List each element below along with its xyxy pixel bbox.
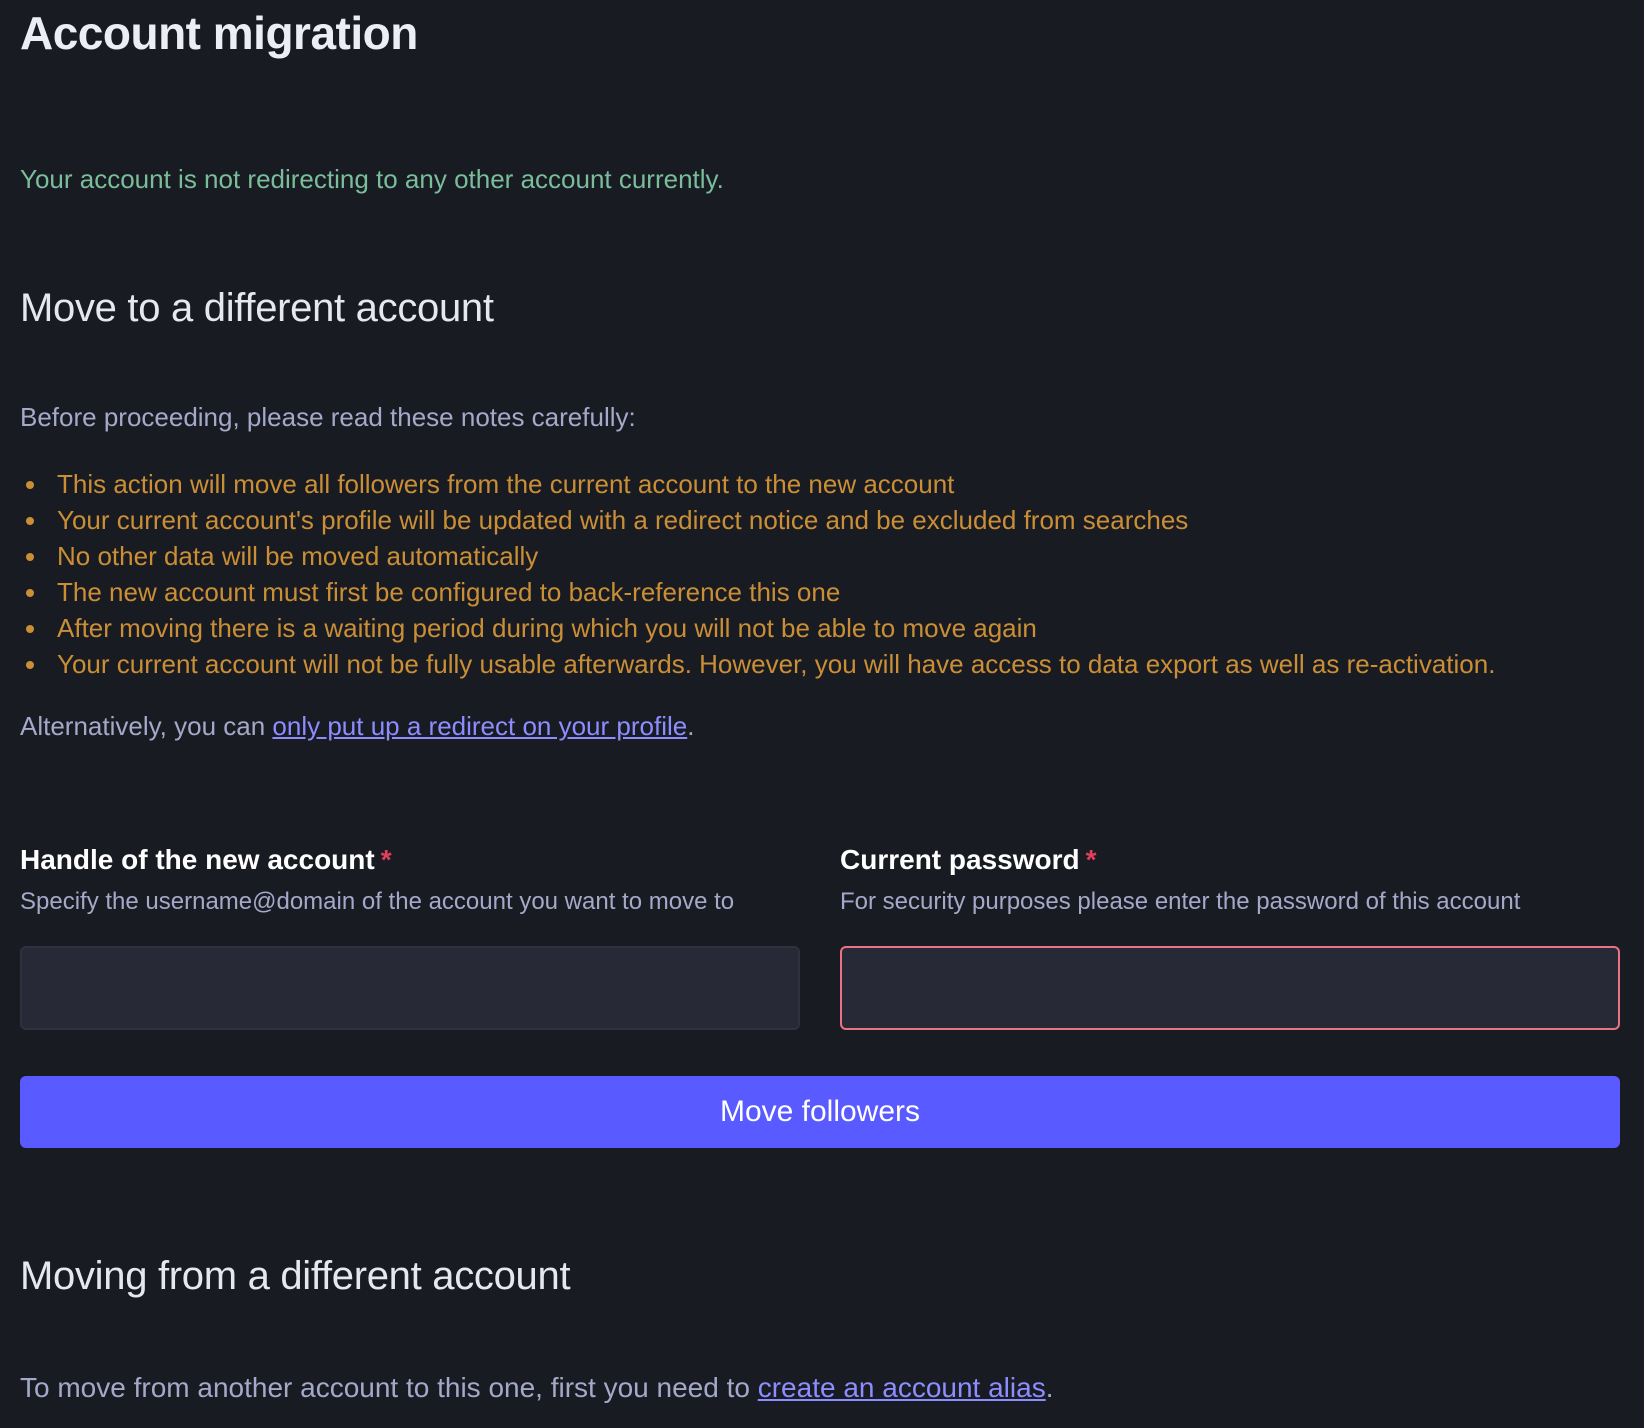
bullet-icon <box>26 589 34 597</box>
handle-field-group <box>20 840 800 1030</box>
current-password-input[interactable] <box>840 946 1620 1030</box>
note-item: Your current account will not be fully usable afterwards. However, you will have access to data export as well as re-activation. <box>20 646 1495 682</box>
alternative-text: Alternatively, you can only put up a redirect on your profile. <box>20 711 695 741</box>
page-title: Account migration <box>20 7 418 59</box>
notes-intro: Before proceeding, please read these notes carefully: <box>20 402 636 432</box>
bullet-icon <box>26 553 34 561</box>
password-label: Current password * <box>840 844 1097 875</box>
note-item: After moving there is a waiting period during which you will not be able to move again <box>20 610 1495 646</box>
handle-hint: Specify the username@domain of the account you want to move to <box>20 888 735 915</box>
redirect-status-notice: Your account is not redirecting to any other account currently. <box>20 164 724 194</box>
required-marker: * <box>380 844 392 875</box>
migration-notes-list <box>20 466 1495 682</box>
required-marker: * <box>1085 844 1097 875</box>
move-from-heading: Moving from a different account <box>20 1254 571 1298</box>
bullet-icon <box>26 517 34 525</box>
handle-input[interactable] <box>20 946 800 1030</box>
bullet-icon <box>26 481 34 489</box>
redirect-profile-link[interactable]: only put up a redirect on your profile <box>272 711 688 741</box>
note-item: This action will move all followers from the current account to the new account <box>20 466 1495 502</box>
bullet-icon <box>26 661 34 669</box>
note-item: Your current account's profile will be updated with a redirect notice and be excluded from searches <box>20 502 1495 538</box>
alias-instructions: To move from another account to this one, first you need to create an account alias. <box>20 1372 1054 1403</box>
note-item: The new account must first be configured to back-reference this one <box>20 574 1495 610</box>
move-followers-button[interactable]: Move followers <box>20 1076 1620 1148</box>
password-field-group <box>840 840 1620 1030</box>
bullet-icon <box>26 625 34 633</box>
handle-label: Handle of the new account * <box>20 844 392 875</box>
create-alias-link[interactable]: create an account alias <box>757 1372 1046 1403</box>
password-hint: For security purposes please enter the password of this account <box>840 888 1521 915</box>
move-to-heading: Move to a different account <box>20 286 494 330</box>
note-item: No other data will be moved automatically <box>20 538 1495 574</box>
